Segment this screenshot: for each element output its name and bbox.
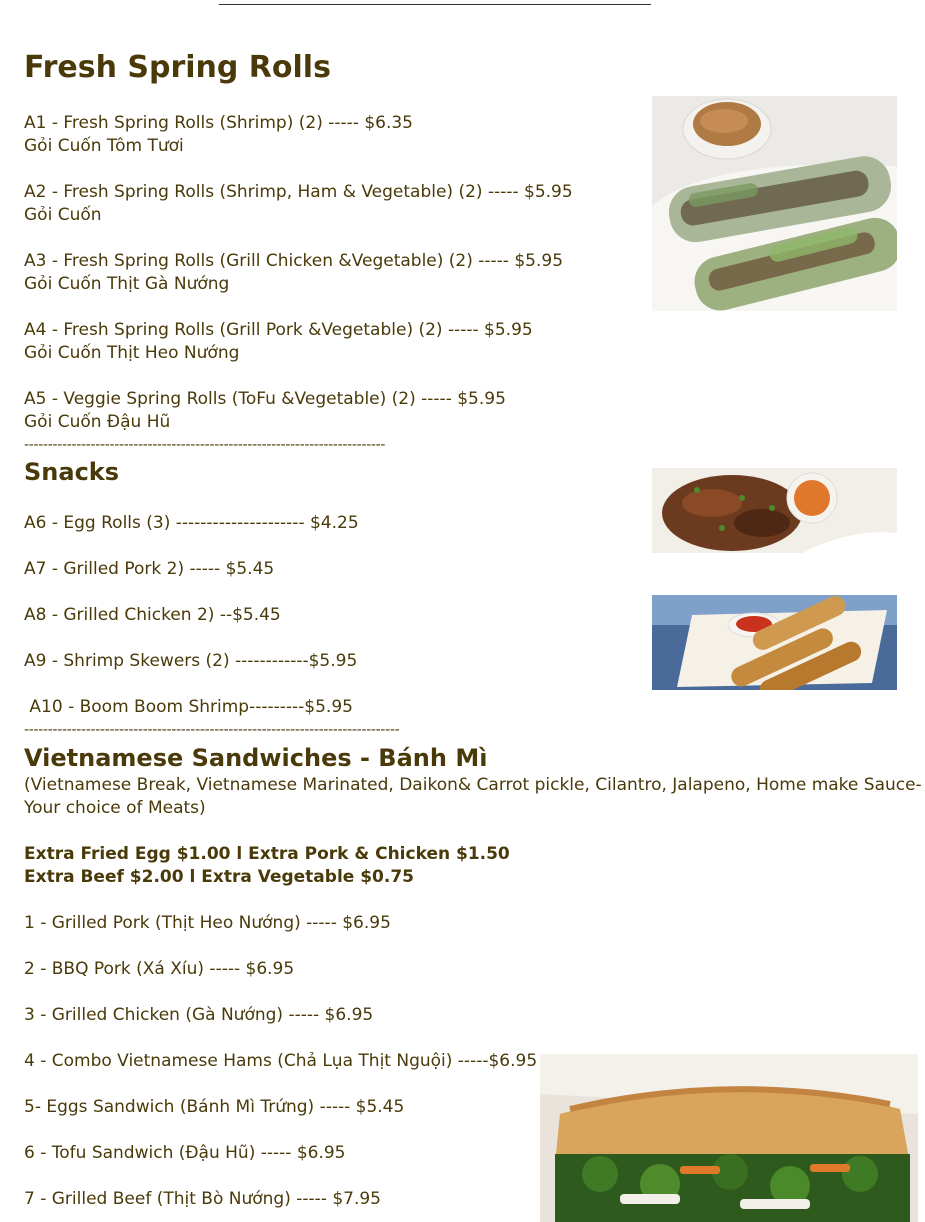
grilled-pork-photo [652, 468, 897, 553]
menu-item-a3: A3 - Fresh Spring Rolls (Grill Chicken &Vegetable) (2) ----- $5.95 [24, 251, 564, 271]
banh-mi-description: (Vietnamese Break, Vietnamese Marinated, Daikon& Carrot pickle, Cilantro, Jalapeno, Home make Sauce- Your choice of Meats) [24, 775, 922, 818]
menu-item-3: 3 - Grilled Chicken (Gà Nướng) ----- $6.95 [24, 1005, 374, 1025]
menu-item-a2: A2 - Fresh Spring Rolls (Shrimp, Ham & Vegetable) (2) ----- $5.95 [24, 182, 573, 202]
menu-item-a9: A9 - Shrimp Skewers (2) ------------$5.95 [24, 651, 358, 671]
menu-item-a5-vietnamese: Gỏi Cuốn Đậu Hũ [24, 412, 171, 432]
menu-item-a8: A8 - Grilled Chicken 2) --$5.45 [24, 605, 281, 625]
menu-item-a2-vietnamese: Gỏi Cuốn [24, 205, 102, 225]
menu-item-2: 2 - BBQ Pork (Xá Xíu) ----- $6.95 [24, 959, 295, 979]
menu-item-a6: A6 - Egg Rolls (3) --------------------- $4.25 [24, 513, 359, 533]
menu-item-7: 7 - Grilled Beef (Thịt Bò Nướng) ----- $7.95 [24, 1189, 381, 1209]
menu-item-5: 5- Eggs Sandwich (Bánh Mì Trứng) ----- $5.45 [24, 1097, 405, 1117]
section-title-snacks: Snacks [24, 458, 120, 486]
section-divider: ------------------------------------------------------------------------------- [24, 722, 400, 738]
extras-line-2: Extra Beef $2.00 l Extra Vegetable $0.75 [24, 867, 414, 887]
menu-item-4: 4 - Combo Vietnamese Hams (Chả Lụa Thịt Nguội) -----$6.95 [24, 1051, 538, 1071]
spring-rolls-photo [652, 96, 897, 311]
menu-item-a10: A10 - Boom Boom Shrimp---------$5.95 [24, 697, 353, 717]
banh-mi-photo [540, 1054, 918, 1222]
egg-rolls-photo [652, 595, 897, 690]
menu-item-a3-vietnamese: Gỏi Cuốn Thịt Gà Nướng [24, 274, 230, 294]
menu-item-a4-vietnamese: Gỏi Cuốn Thịt Heo Nướng [24, 343, 240, 363]
menu-item-a5: A5 - Veggie Spring Rolls (ToFu &Vegetable) (2) ----- $5.95 [24, 389, 506, 409]
menu-item-6: 6 - Tofu Sandwich (Đậu Hũ) ----- $6.95 [24, 1143, 346, 1163]
section-title-banh-mi: Vietnamese Sandwiches - Bánh Mì [24, 744, 488, 772]
menu-item-1: 1 - Grilled Pork (Thịt Heo Nướng) ----- $6.95 [24, 913, 391, 933]
menu-item-a4: A4 - Fresh Spring Rolls (Grill Pork &Vegetable) (2) ----- $5.95 [24, 320, 533, 340]
section-divider: ---------------------------------------------------------------------------- [24, 437, 386, 453]
menu-item-a1: A1 - Fresh Spring Rolls (Shrimp) (2) ----- $6.35 [24, 113, 413, 133]
top-divider [219, 4, 651, 5]
section-title-spring-rolls: Fresh Spring Rolls [24, 50, 331, 85]
menu-item-a7: A7 - Grilled Pork 2) ----- $5.45 [24, 559, 275, 579]
menu-item-a1-vietnamese: Gỏi Cuốn Tôm Tươi [24, 136, 184, 156]
extras-line-1: Extra Fried Egg $1.00 l Extra Pork & Chicken $1.50 [24, 844, 510, 864]
